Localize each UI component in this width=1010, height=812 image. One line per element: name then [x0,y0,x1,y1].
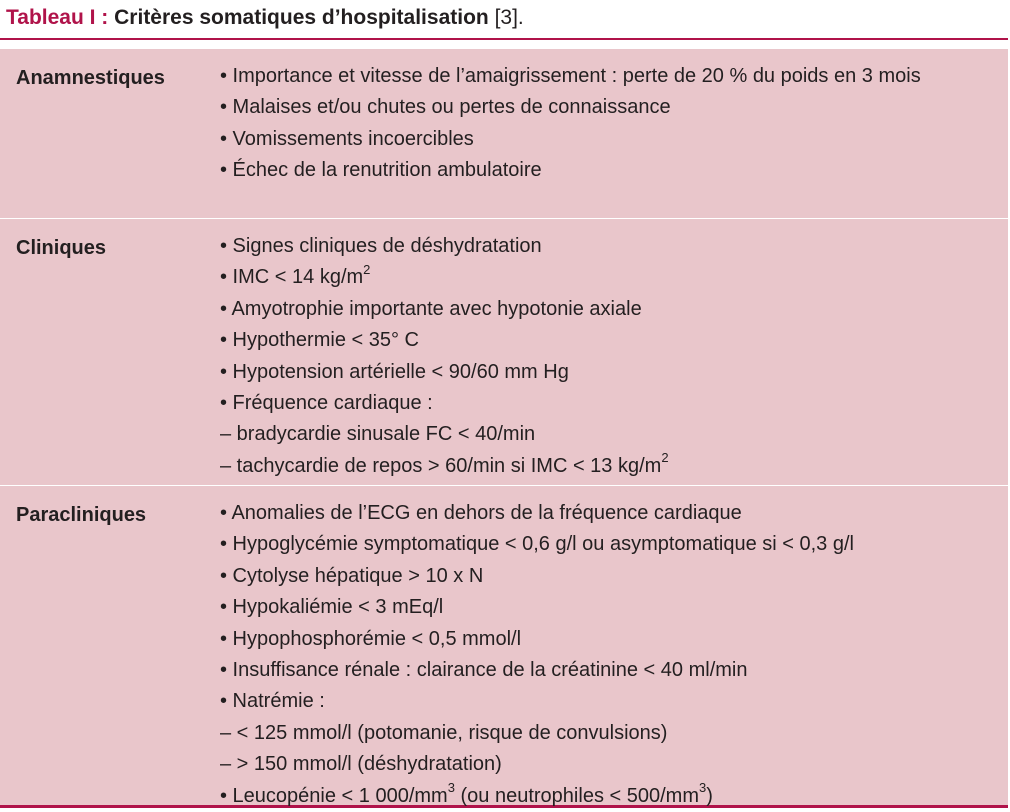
table-reference: [3]. [494,6,524,29]
table-number: Tableau I : [6,6,109,29]
item-text: – tachycardie de repos > 60/min si IMC < 13 kg/m [220,454,662,477]
list-item: • Insuffisance rénale : clairance de la créatinine < 40 ml/min [220,659,748,682]
list-item [220,451,1000,482]
list-item: • Signes cliniques de déshydratation [220,235,542,257]
item-superscript: 3 [447,780,455,795]
table-row-paracliniques [0,485,1008,806]
list-item: • Échec de la renutrition ambulatoire [220,159,542,182]
list-item: – bradycardie sinusale FC < 40/min [220,423,536,446]
list-item: • Natrémie : [220,690,325,713]
list-item: • Hypotension artérielle < 90/60 mm Hg [220,360,569,383]
row-items [220,498,1000,812]
item-superscript: 2 [363,261,371,277]
table-caption [6,4,524,32]
item-superscript: 3 [698,780,707,795]
list-item: • Hypokaliémie < 3 mEq/l [220,596,444,619]
table-row-cliniques [0,218,1008,486]
item-superscript: 2 [661,450,669,466]
table-row-anamnestiques [0,49,1008,218]
top-rule [0,38,1008,40]
row-label: Cliniques [16,237,107,259]
list-item: • Malaises et/ou chutes ou pertes de connaissance [220,96,671,119]
item-text: • Leucopénie < 1 000/mm [220,784,448,807]
list-item: • Hypothermie < 35° C [220,329,419,352]
list-item [220,262,1000,293]
item-text: • IMC < 14 kg/m [220,266,364,289]
list-item: • Hypoglycémie symptomatique < 0,6 g/l ou asymptomatique si < 0,3 g/l [220,533,854,556]
list-item: • Fréquence cardiaque : [220,392,433,415]
row-items [220,231,1000,482]
criteria-table [0,49,1008,808]
table-title: Critères somatiques d’hospitalisation [114,6,489,29]
list-item: • Vomissements incoercibles [220,127,474,150]
item-text: (ou neutrophiles < 500/mm [454,784,699,807]
list-item: • Hypophosphorémie < 0,5 mmol/l [220,627,522,650]
row-label: Anamnestiques [16,67,165,89]
list-item: • Amyotrophie importante avec hypotonie axiale [220,297,642,320]
list-item [220,781,1000,812]
row-label: Paracliniques [16,504,147,526]
row-items [220,61,1000,187]
list-item: • Anomalies de l’ECG en dehors de la fréquence cardiaque [220,502,742,524]
list-item: – < 125 mmol/l (potomanie, risque de convulsions) [220,721,668,744]
item-text: ) [706,784,713,807]
list-item: – > 150 mmol/l (déshydratation) [220,753,502,776]
list-item: • Importance et vitesse de l’amaigrissement : perte de 20 % du poids en 3 mois [220,65,921,87]
list-item: • Cytolyse hépatique > 10 x N [220,564,484,587]
